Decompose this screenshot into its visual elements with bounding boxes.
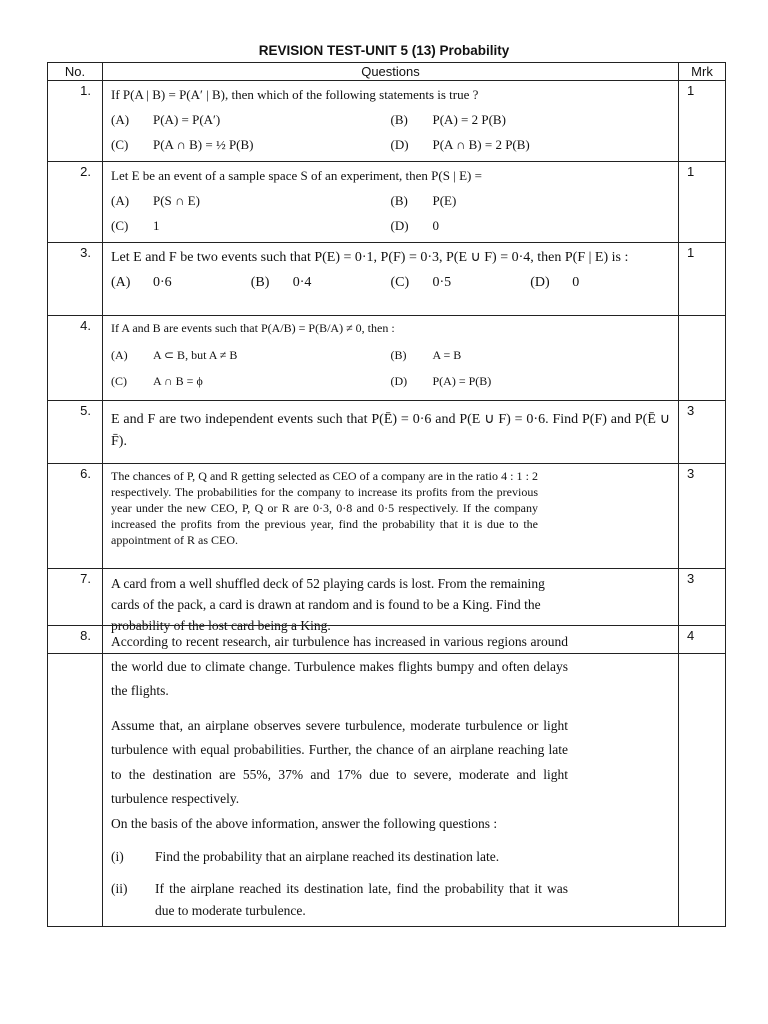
question-marks: 1 [679,162,726,243]
options [111,188,670,238]
option [111,107,391,132]
table-row [48,243,726,316]
question-marks: 3 [679,569,726,654]
options [111,342,670,394]
option-text: A = B [432,348,462,362]
case-instruction: On the basis of the above information, answer the following questions : [111,815,498,831]
question-number: 7. [48,569,103,654]
question-cell [103,626,679,927]
question-marks: 1 [679,243,726,316]
question-stem: E and F are two independent events such that P(Ē) = 0·6 and P(E ∪ F) = 0·6. Find P(F) and P(Ē ∪ F̄). [111,412,670,449]
question-stem: A card from a well shuffled deck of 52 playing cards is lost. From the remaining cards of the pack, a card is drawn at random and is found to be a King. Find the probability of the lost card being a King. [111,576,545,633]
option [111,132,391,157]
option-text: P(A) = P(B) [432,374,492,388]
question-cell [103,464,679,569]
questions-table [47,62,726,654]
option-label: (B) [390,193,408,208]
option [111,213,391,238]
question-cell [103,316,679,401]
option-label: (A) [111,348,128,362]
options [111,107,670,157]
table-row [48,316,726,401]
option [111,188,391,213]
question-number: 4. [48,316,103,401]
sub-question-label: (i) [111,849,124,864]
option-text: P(A ∩ B) = 2 P(B) [432,137,530,152]
option [111,342,391,368]
header-marks: Mrk [679,63,726,81]
option [391,272,531,294]
question-stem: Let E and F be two events such that P(E) = 0·1, P(F) = 0·3, P(E ∪ F) = 0·4, then P(F | E) is : [111,250,629,265]
option [111,368,391,394]
page-title: REVISION TEST-UNIT 5 (13) Probability [258,43,510,58]
option-label: (C) [390,275,410,290]
question-stem: If P(A | B) = P(A′ | B), then which of the following statements is true ? [111,87,479,102]
header-questions: Questions [103,63,679,81]
table-row [48,464,726,569]
option-text: A ⊂ B, but A ≠ B [153,348,238,362]
option-label: (B) [390,112,408,127]
option-label: (B) [250,275,270,290]
case-paragraph: Assume that, an airplane observes severe turbulence, moderate turbulence or light turbulence with equal probabilities. Further, the chance of an airplane reaching late to the destination are 55%, 37% and 17% due to severe, moderate and light turbulence respectively. [111,717,568,806]
option-label: (D) [390,374,408,388]
question-number: 2. [48,162,103,243]
question-number: 1. [48,81,103,162]
option-label: (A) [111,275,131,290]
question-cell [103,162,679,243]
option-label: (D) [390,218,409,233]
question-number: 6. [48,464,103,569]
table-row [48,81,726,162]
option-text: 0·5 [432,275,452,290]
table-row [48,162,726,243]
option-text: P(S ∩ E) [153,193,200,208]
option [391,368,671,394]
sub-question [111,878,568,922]
option-text: 0·6 [153,275,172,290]
case-study-table [47,625,726,927]
options [111,272,670,294]
question-number: 5. [48,401,103,464]
option-text: P(E) [432,193,457,208]
option-text: 0·4 [292,275,312,290]
question-number: 8. [48,626,103,927]
option [391,107,671,132]
sub-question-text: Find the probability that an airplane reached its destination late. [155,849,500,864]
option-label: (B) [390,348,407,362]
question-stem: The chances of P, Q and R getting selected as CEO of a company are in the ratio 4 : 1 : 2 respectively. The probabilities for the company to increase its profits from the previous year under the new CEO, P, Q or R are 0·3, 0·8 and 0·5 respectively. If the company increased the profits from the previous year, find the probability that it is due to the appointment of R as CEO. [111,469,538,547]
option-label: (C) [111,374,127,388]
table-row [48,401,726,464]
option-text: P(A) = P(A′) [153,112,221,127]
option-label: (C) [111,218,129,233]
question-stem: If A and B are events such that P(A/B) = P(B/A) ≠ 0, then : [111,321,395,335]
table-row [48,626,726,927]
option-text: A ∩ B = ϕ [153,374,203,388]
header-no: No. [48,63,103,81]
case-paragraph: According to recent research, air turbulence has increased in various regions around the world due to climate change. Turbulence makes flights bumpy and often delays the flights. [111,634,568,698]
question-marks: 3 [679,401,726,464]
question-stem: Let E be an event of a sample space S of an experiment, then P(S | E) = [111,168,482,183]
option [251,272,391,294]
sub-question [111,846,568,868]
table-header [48,63,726,81]
question-marks: 3 [679,464,726,569]
option-text: P(A) = 2 P(B) [432,112,506,127]
option [111,272,251,294]
option [391,342,671,368]
option-text: 0 [432,218,439,233]
question-marks [679,316,726,401]
question-marks: 1 [679,81,726,162]
sub-question-text: If the airplane reached its destination late, find the probability that it was due to moderate turbulence. [155,881,568,918]
question-marks: 4 [679,626,726,927]
option-text: P(A ∩ B) = ½ P(B) [153,137,254,152]
option-label: (A) [111,112,130,127]
option-label: (A) [111,193,130,208]
sub-question-label: (ii) [111,881,128,896]
option [391,132,671,157]
option-label: (C) [111,137,129,152]
question-cell [103,243,679,316]
option [391,188,671,213]
option-label: (D) [530,275,550,290]
question-cell [103,401,679,464]
option-text: 0 [572,275,580,290]
option-label: (D) [390,137,409,152]
option [391,213,671,238]
option-text: 1 [153,218,160,233]
option [530,272,670,294]
question-number: 3. [48,243,103,316]
question-cell [103,81,679,162]
